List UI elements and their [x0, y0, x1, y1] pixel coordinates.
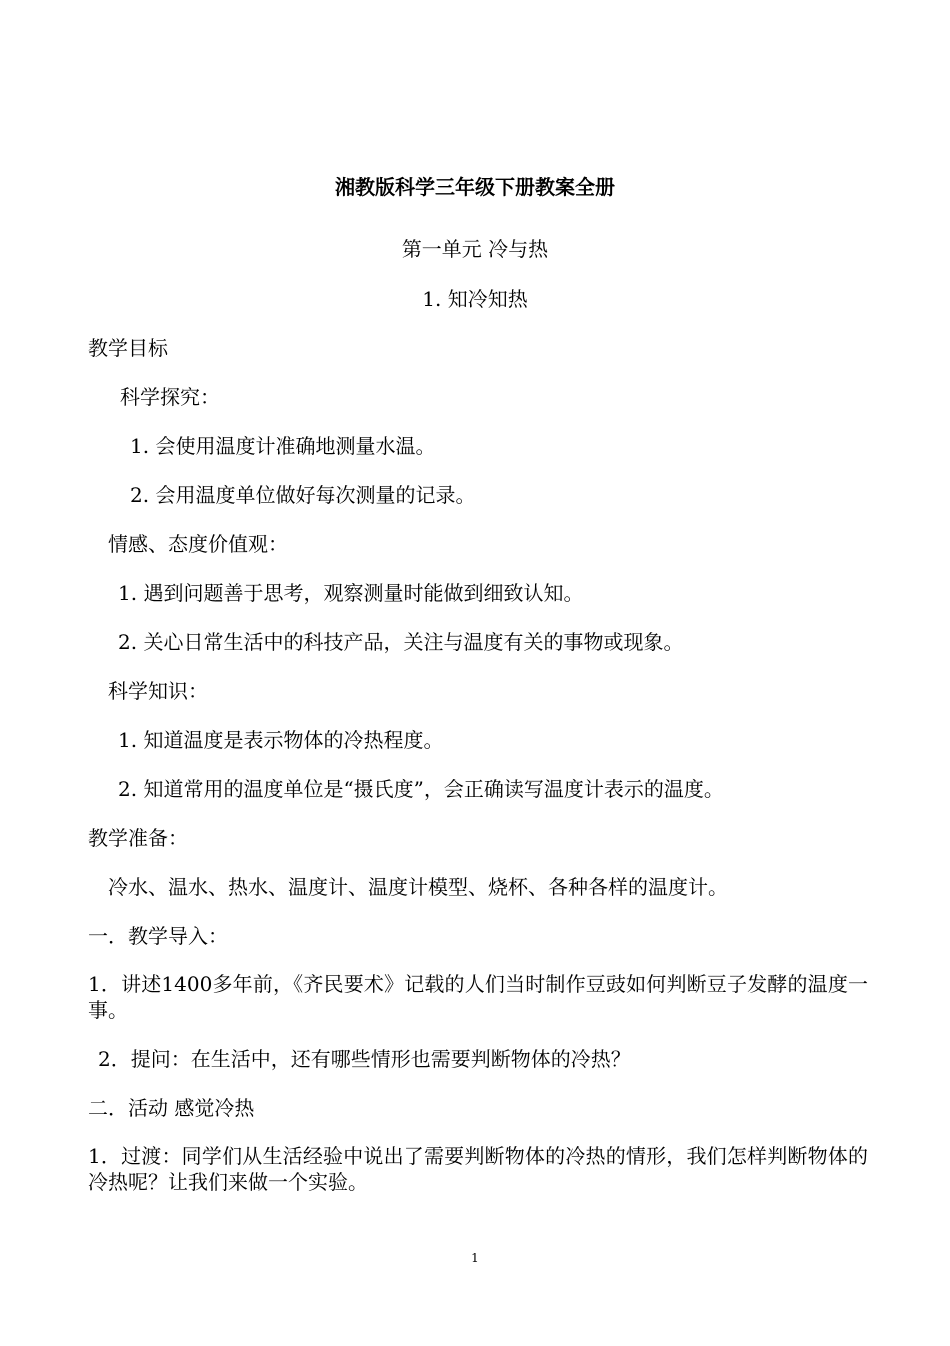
document-title: 湘教版科学三年级下册教案全册: [335, 175, 615, 199]
inquiry-item-2: 2. 会用温度单位做好每次测量的记录。: [130, 483, 476, 507]
knowledge-heading: 科学知识：: [108, 679, 208, 703]
page-number: 1: [471, 1251, 479, 1265]
section1-item-1: 1．讲述1400多年前，《齐民要术》记载的人们当时制作豆豉如何判断豆子发酵的温度一事。: [88, 972, 868, 1022]
inquiry-heading: 科学探究：: [120, 385, 220, 409]
section2-heading: 二．活动 感觉冷热: [88, 1096, 255, 1120]
inquiry-item-1: 1. 会使用温度计准确地测量水温。: [130, 434, 436, 458]
attitude-item-2: 2. 关心日常生活中的科技产品，关注与温度有关的事物或现象。: [118, 630, 684, 654]
section1-heading: 一．教学导入：: [88, 924, 228, 948]
attitude-heading: 情感、态度价值观：: [108, 532, 288, 556]
objectives-heading: 教学目标: [88, 336, 168, 360]
prep-text: 冷水、温水、热水、温度计、温度计模型、烧杯、各种各样的温度计。: [108, 875, 728, 899]
section2-item-1: 1．过渡：同学们从生活经验中说出了需要判断物体的冷热的情形，我们怎样判断物体的冷热呢？让我们来做一个实验。: [88, 1144, 868, 1194]
lesson-heading: 1. 知冷知热: [422, 287, 528, 311]
knowledge-item-2: 2. 知道常用的温度单位是“摄氏度”，会正确读写温度计表示的温度。: [118, 777, 724, 801]
section1-item-2: 2．提问：在生活中，还有哪些情形也需要判断物体的冷热？: [98, 1047, 631, 1071]
attitude-item-1: 1. 遇到问题善于思考，观察测量时能做到细致认知。: [118, 581, 584, 605]
prep-heading: 教学准备：: [88, 826, 188, 850]
unit-heading: 第一单元 冷与热: [401, 237, 549, 261]
knowledge-item-1: 1. 知道温度是表示物体的冷热程度。: [118, 728, 444, 752]
